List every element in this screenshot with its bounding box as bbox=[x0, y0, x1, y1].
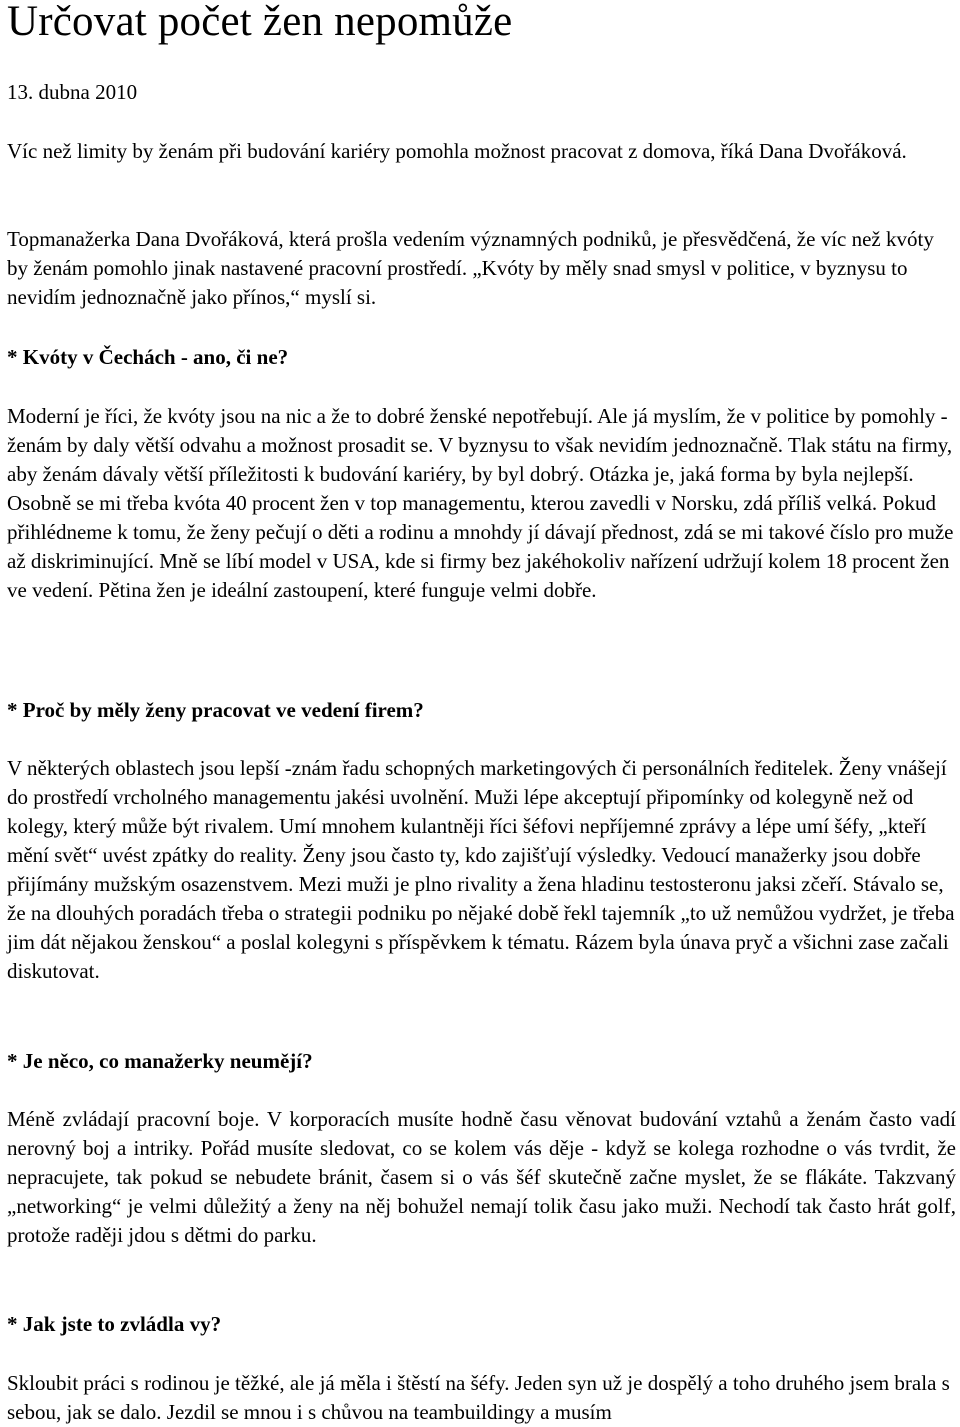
article-lead: Víc než limity by ženám při budování kariéry pomohla možnost pracovat z domova, říká Dana Dvořáková. bbox=[7, 139, 907, 163]
article-title: Určovat počet žen nepomůže bbox=[7, 0, 513, 45]
interview-question: * Kvóty v Čechách - ano, či ne? bbox=[7, 345, 289, 369]
article-date: 13. dubna 2010 bbox=[7, 80, 138, 104]
article-intro: Topmanažerka Dana Dvořáková, která prošla vedením významných podniků, je přesvědčená, že víc než kvóty by ženám pomohlo jinak nastavené pracovní prostředí. „Kvóty by měly snad smysl v politice, v byznysu to nevidím jednoznačně jako přínos,“ myslí si. bbox=[7, 227, 934, 309]
interview-answer: Moderní je říci, že kvóty jsou na nic a že to dobré ženské nepotřebují. Ale já myslím, že v politice by pomohly - ženám by daly větší odvahu a možnost prosadit se. V byznysu to však nevidím jednoznačně. Tlak státu na firmy, aby ženám dávaly větší příležitosti k budování kariéry, by byl dobrý. Otázka je, jaká forma by byla nejlepší. Osobně se mi třeba kvóta 40 procent žen v top managementu, kterou zavedli v Norsku, zdá příliš velká. Pokud přihlédneme k tomu, že ženy pečují o děti a rodinu a mnohdy jí dávají přednost, zdá se mi takové číslo pro muže až diskriminující. Mně se líbí model v USA, kde si firmy bez jakéhokoliv nařízení udržují kolem 18 procent žen ve vedení. Pětina žen je ideální zastoupení, které funguje velmi dobře. bbox=[7, 404, 954, 602]
interview-answer: Skloubit práci s rodinou je těžké, ale já měla i štěstí na šéfy. Jeden syn už je dospělý a toho druhého jsem brala s sebou, jak se dalo. Jezdil se mnou i s chůvou na teambuildingy a musím bbox=[7, 1371, 950, 1424]
interview-question: * Je něco, co manažerky neumějí? bbox=[7, 1049, 313, 1073]
interview-answer: Méně zvládají pracovní boje. V korporacích musíte hodně času věnovat budování vztahů a ženám často vadí nerovný boj a intriky. Pořád musíte sledovat, co se kolem vás děje - když se kolega rozhodne o vás tvrdit, že nepracujete, tak pokud se nebudete bránit, časem si o vás šéf skutečně začne myslet, že se flákáte. Takzvaný „networking“ je velmi důležitý a ženy na něj bohužel nemají tolik času jako muži. Nechodí tak často hrát golf, protože raději jdou s dětmi do parku. bbox=[7, 1107, 956, 1247]
interview-question: * Jak jste to zvládla vy? bbox=[7, 1312, 222, 1336]
interview-question: * Proč by měly ženy pracovat ve vedení firem? bbox=[7, 698, 424, 722]
interview-answer: V některých oblastech jsou lepší -znám řadu schopných marketingových či personálních ředitelek. Ženy vnášejí do prostředí vrcholného managementu jakési uvolnění. Muži lépe akceptují připomínky od kolegyně než od kolegy, který může být rivalem. Umí mnohem kulantněji říci šéfovi nepříjemné zprávy a lépe umí šéfy, „kteří mění svět“ uvést zpátky do reality. Ženy jsou často ty, kdo zajišťují výsledky. Vedoucí manažerky jsou dobře přijímány mužským osazenstvem. Mezi muži je plno rivality a žena hladinu testosteronu jaksi zčeří. Stávalo se, že na dlouhých poradách třeba o strategii podniku po nějaké době řekl tajemník „to už nemůžou vydržet, je třeba jim dát nějakou ženskou“ a poslal kolegyni s příspěvkem k tématu. Rázem byla únava pryč a všichni zase začali diskutovat. bbox=[7, 756, 955, 983]
